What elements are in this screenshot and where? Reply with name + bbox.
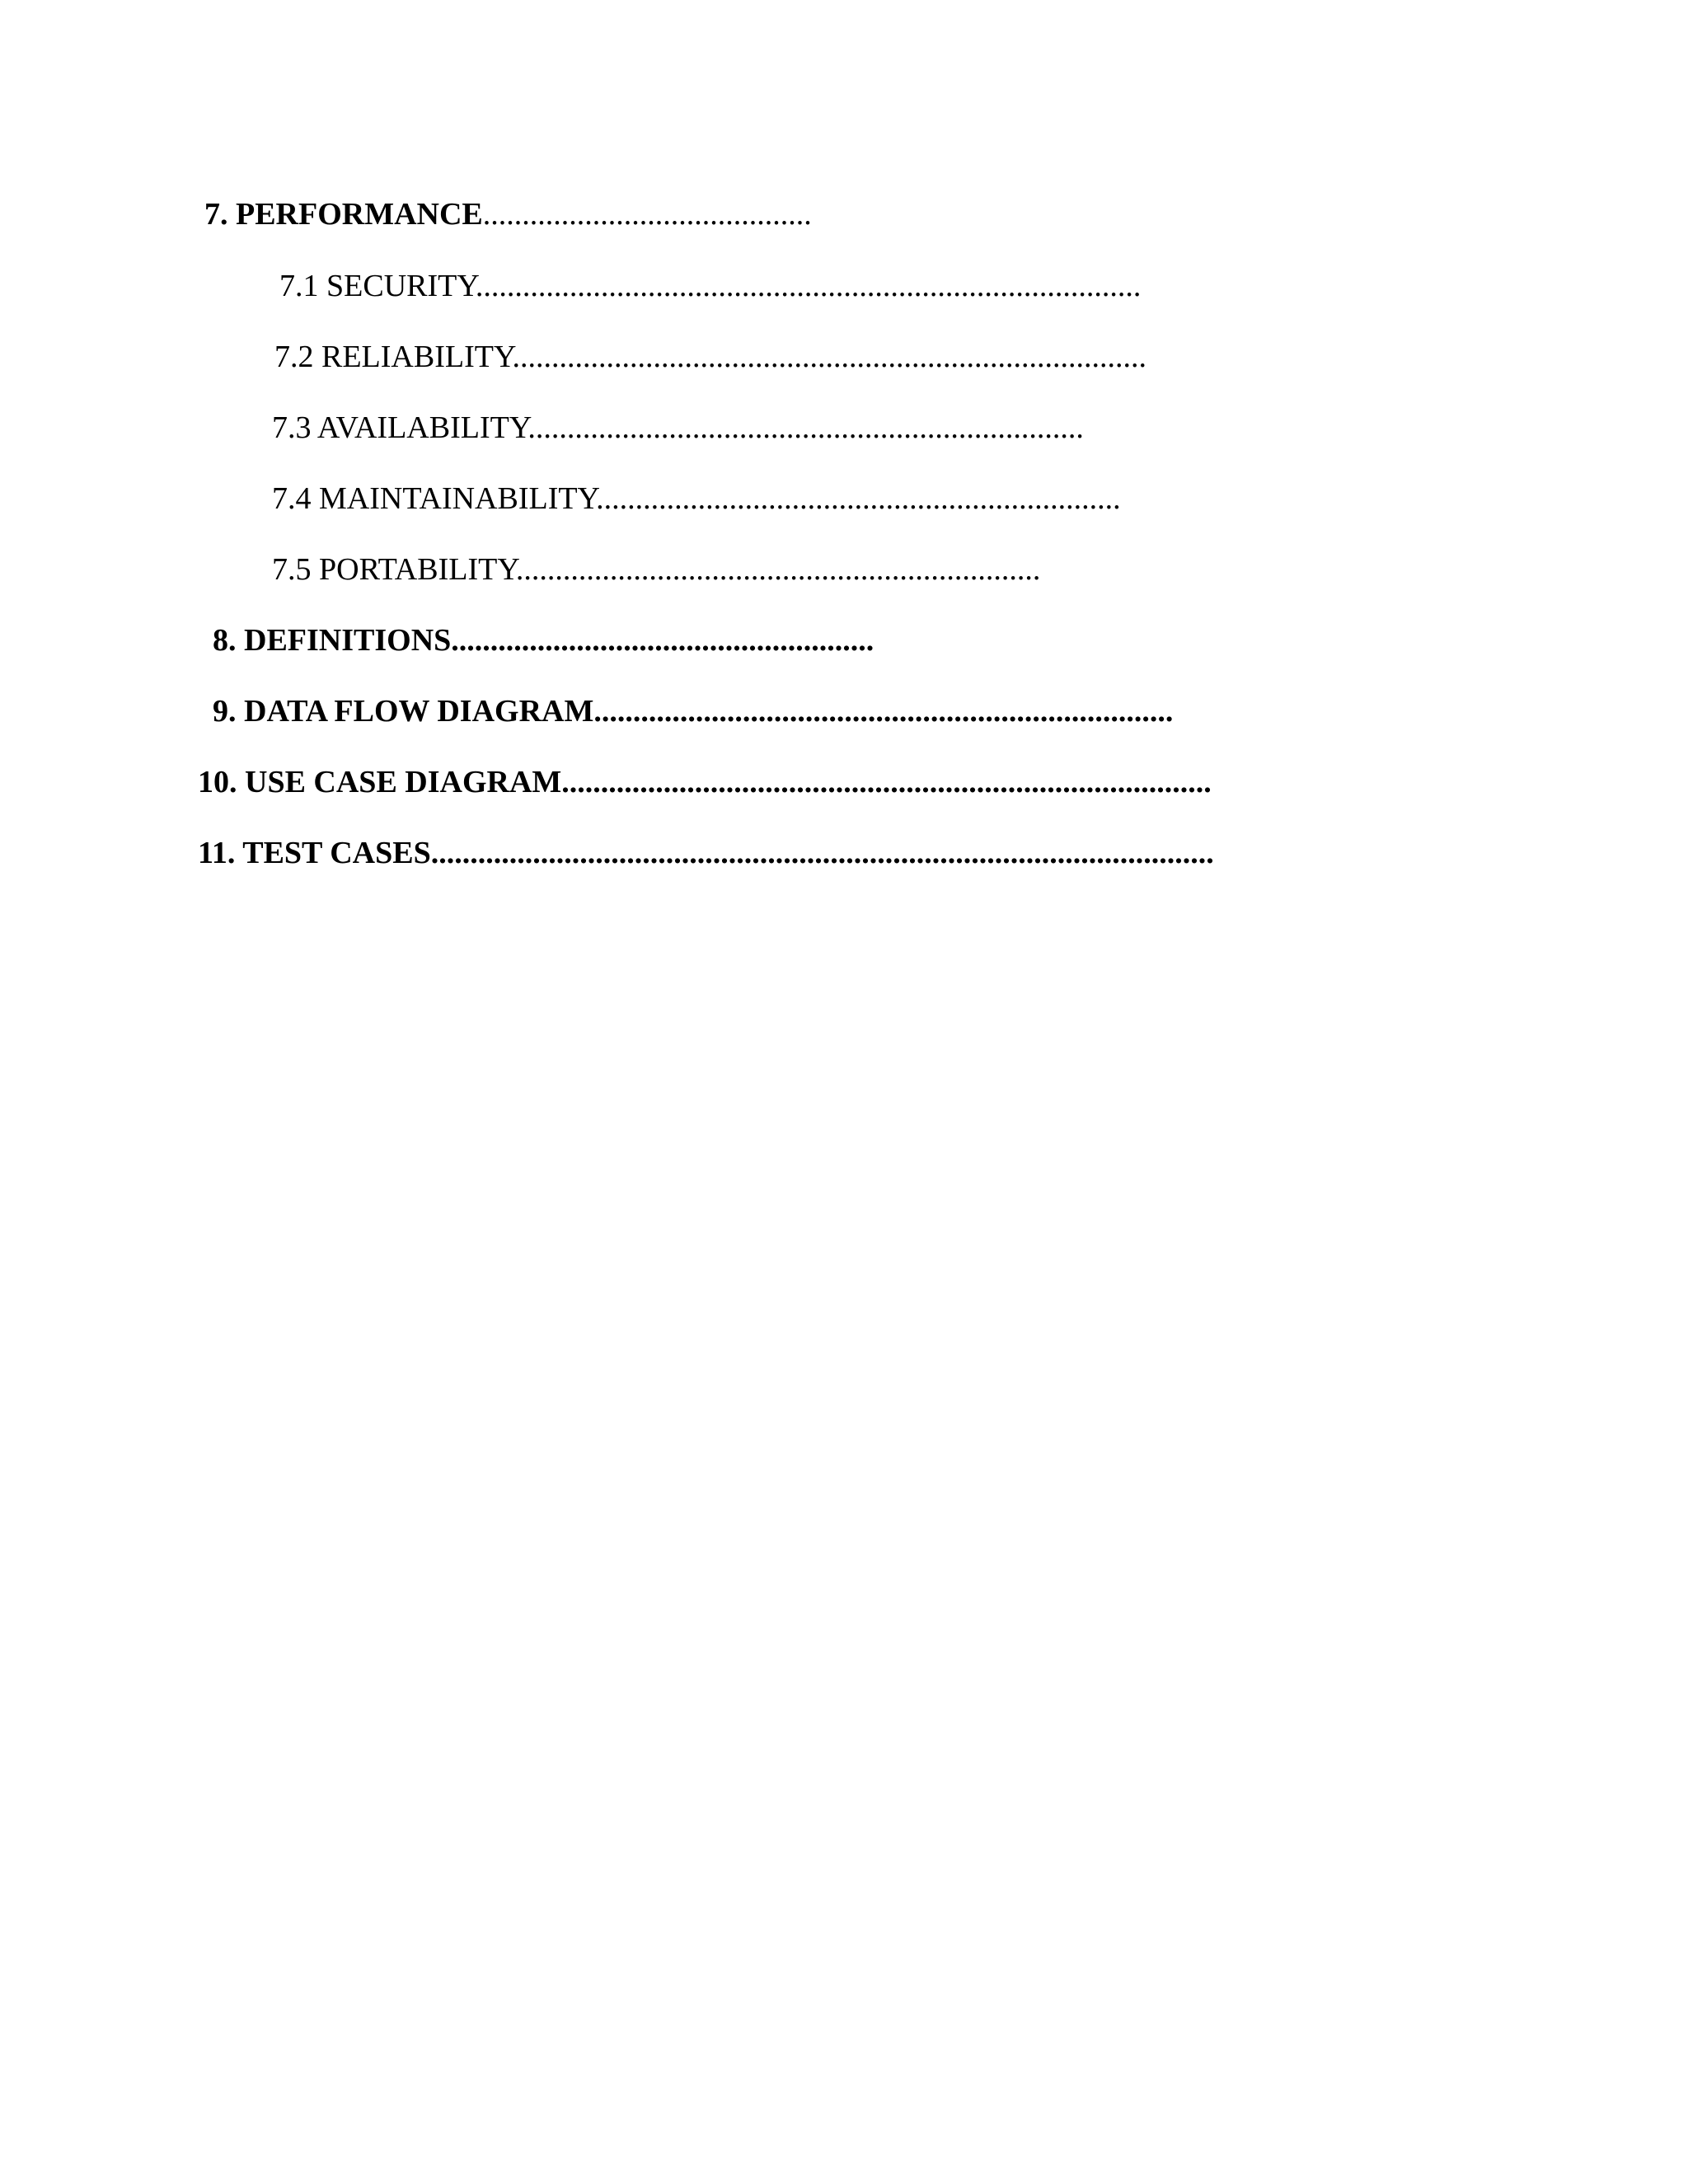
toc-entry-test-cases <box>198 835 1214 871</box>
toc-dot-leader: .................................................................................................... <box>430 836 1214 870</box>
toc-entry-security <box>279 268 1141 304</box>
toc-entry-title: 7. PERFORMANCE <box>204 197 483 232</box>
toc-dot-leader: ................................................................... <box>515 552 1041 587</box>
toc-dot-leader: .......................................................................... <box>593 694 1174 729</box>
toc-entry-title: 7.1 SECURITY <box>279 269 476 303</box>
toc-entry-performance <box>204 196 812 232</box>
toc-dot-leader: ................................................................................. <box>512 340 1146 374</box>
toc-entry-title: 7.5 PORTABILITY <box>272 552 516 587</box>
toc-entry-title: 7.4 MAINTAINABILITY <box>272 481 597 516</box>
toc-entry-definitions <box>213 622 874 658</box>
table-of-contents <box>0 0 1688 907</box>
toc-entry-title: 11. TEST CASES <box>198 836 431 870</box>
toc-entry-use-case-diagram <box>198 764 1212 800</box>
toc-entry-title: 9. DATA FLOW DIAGRAM <box>213 694 594 729</box>
toc-entry-title: 7.3 AVAILABILITY <box>272 410 528 445</box>
toc-entry-availability <box>272 410 1084 446</box>
toc-entry-data-flow-diagram <box>213 693 1173 729</box>
toc-entry-portability <box>272 551 1040 588</box>
toc-dot-leader: ..................................................................................... <box>475 269 1142 303</box>
toc-entry-title: 8. DEFINITIONS <box>213 623 452 658</box>
toc-dot-leader: .......................................... <box>482 197 812 232</box>
toc-dot-leader: ................................................................... <box>596 481 1121 516</box>
toc-entry-reliability <box>274 339 1146 375</box>
toc-entry-maintainability <box>272 480 1121 517</box>
toc-entry-title: 7.2 RELIABILITY <box>274 340 513 374</box>
toc-dot-leader: ....................................................................... <box>528 410 1084 445</box>
toc-entry-title: 10. USE CASE DIAGRAM <box>198 765 562 799</box>
toc-dot-leader: ................................................................................... <box>561 765 1212 799</box>
toc-dot-leader: ...................................................... <box>451 623 874 658</box>
